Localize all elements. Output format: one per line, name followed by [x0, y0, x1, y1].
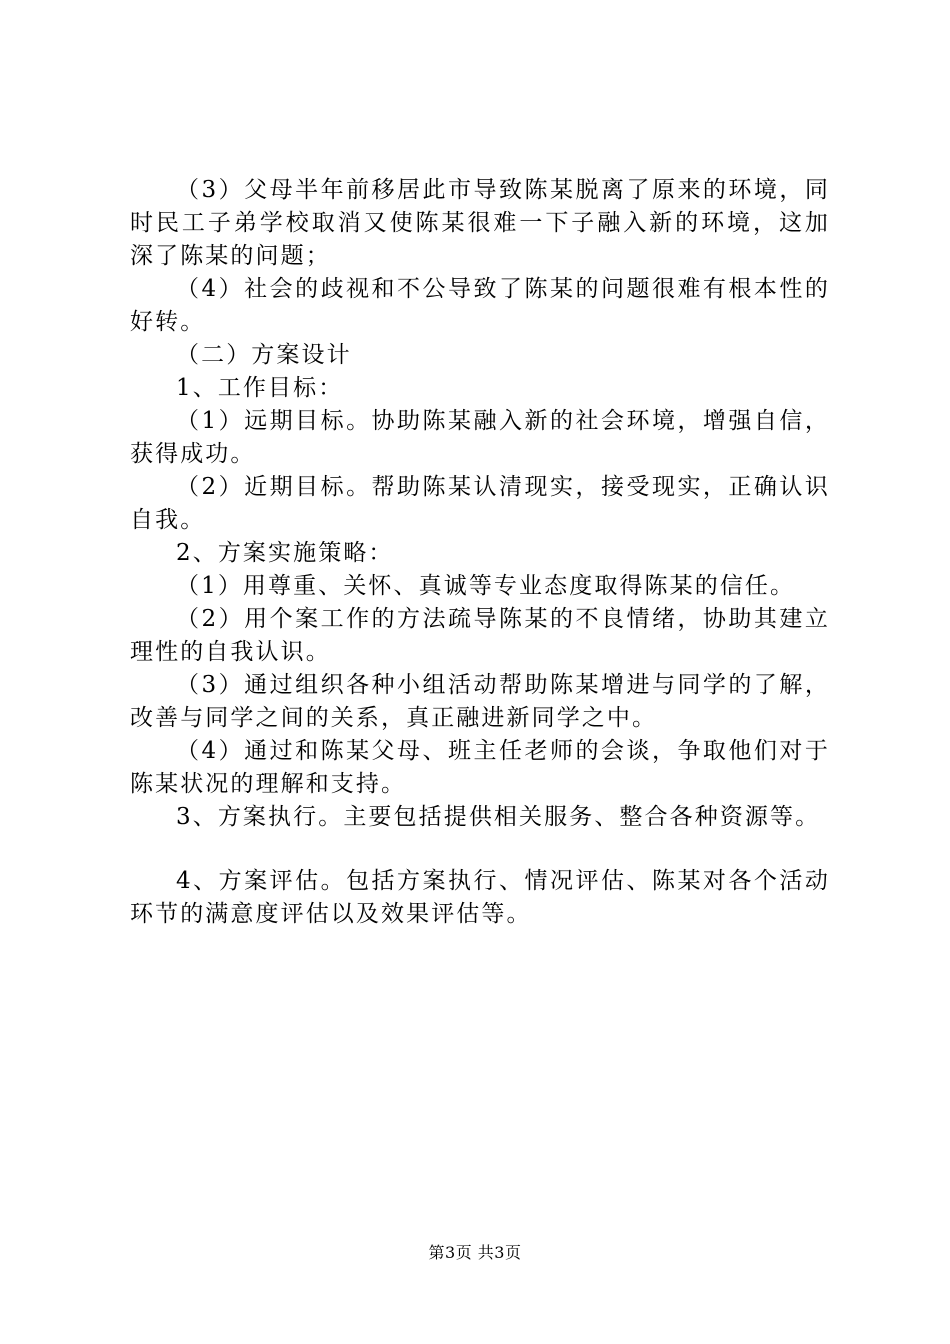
paragraph-plan-evaluation: 4、方案评估。包括方案执行、情况评估、陈某对各个活动环节的满意度评估以及效果评估等。: [130, 868, 830, 927]
paragraph-cause-4: （4）社会的歧视和不公导致了陈某的问题很难有根本性的好转。: [130, 276, 830, 335]
page-number: 第3页 共3页: [428, 1243, 522, 1262]
paragraph-strategy-2: （2）用个案工作的方法疏导陈某的不良情绪，协助其建立理性的自我认识。: [130, 606, 830, 665]
paragraph-long-term-goal: （1）远期目标。协助陈某融入新的社会环境，增强自信，获得成功。: [130, 408, 830, 467]
paragraph-cause-3: （3）父母半年前移居此市导致陈某脱离了原来的环境，同时民工子弟学校取消又使陈某很难一下子融入新的环境，这加深了陈某的问题；: [130, 177, 830, 269]
section-heading-plan-design: （二）方案设计: [176, 342, 352, 368]
subheading-strategies: 2、方案实施策略：: [176, 540, 394, 566]
page-footer: [0, 1242, 950, 1264]
paragraph-strategy-3: （3）通过组织各种小组活动帮助陈某增进与同学的了解，改善与同学之间的关系，真正融进新同学之中。: [130, 672, 830, 731]
paragraph-short-term-goal: （2）近期目标。帮助陈某认清现实，接受现实，正确认识自我。: [130, 474, 830, 533]
document-body: [130, 174, 830, 931]
paragraph-strategy-4: （4）通过和陈某父母、班主任老师的会谈，争取他们对于陈某状况的理解和支持。: [130, 738, 830, 797]
subheading-work-goals: 1、工作目标：: [176, 375, 344, 401]
paragraph-plan-execution: 3、方案执行。主要包括提供相关服务、整合各种资源等。: [176, 804, 821, 830]
paragraph-strategy-1: （1）用尊重、关怀、真诚等专业态度取得陈某的信任。: [176, 573, 796, 599]
